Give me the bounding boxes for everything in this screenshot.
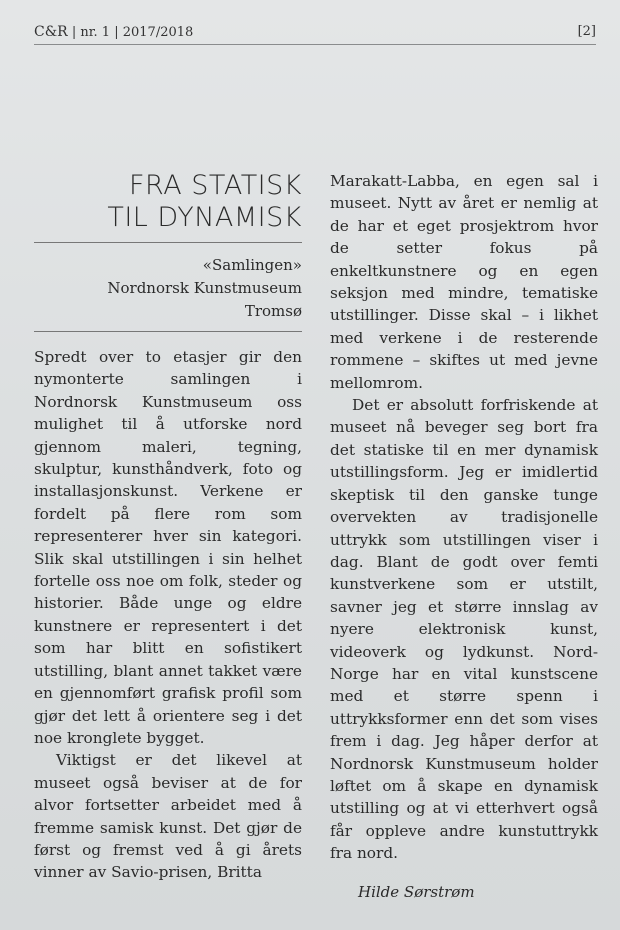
body-paragraph: Viktigst er det likevel at museet også beviser at de for alvor fortsetter arbeidet med å fremme samisk kunst. Det gjør de først og fremst ved å gi årets vinner av Savio-prisen, Britta xyxy=(34,751,302,882)
author-signature: Hilde Sørstrøm xyxy=(358,882,475,901)
title-line-1: FRA STATISK xyxy=(129,170,302,201)
body-paragraph: Spredt over to etasjer gir den nymonterte samlingen i Nordnorsk Kunstmuseum oss mulighet til å utforske nord gjennom maleri, tegning, skulptur, kunsthåndverk, foto og installasjonskunst. Verkene er fordelt på flere rom som representerer hver sin kategori. Slik skal utstillingen i sin helhet fortelle oss noe om folk, steder og historier. Både unge og eldre kunstnere er representert i det som har blitt en sofistikert utstilling, blant annet takket være en gjennomført grafisk profil som gjør det lett å orientere seg i det noe kronglete bygget. xyxy=(34,348,302,747)
left-column xyxy=(34,170,302,884)
city-name: Tromsø xyxy=(244,302,302,320)
issue-year: 2017/2018 xyxy=(122,25,194,40)
body-paragraph: Det er absolutt forfriskende at museet nå beveger seg bort fra det statiske til en mer dynamisk utstillingsform. Jeg er imidlertid skeptisk til den ganske tunge overvekten av tradisjonelle uttrykk som utstillingen viser i dag. Blant de godt over femti kunstverkene som er utstilt, savner jeg et større innslag av nyere elektronisk kunst, videoverk og lydkunst. Nord-Norge har en vital kunstscene med et større spenn i uttrykksformer enn det som vises frem i dag. Jeg håper derfor at Nordnorsk Kunstmuseum holder løftet om å skape en dynamisk utstilling og at vi etterhvert også får oppleve andre kunstuttrykk fra nord. xyxy=(330,396,598,863)
header-separator: | xyxy=(71,25,81,40)
page-number: [2] xyxy=(577,24,596,39)
title-line-2: TIL DYNAMISK xyxy=(107,202,302,233)
running-header-left xyxy=(34,24,193,40)
right-column xyxy=(330,170,598,901)
exhibition-name: «Samlingen» xyxy=(202,256,302,274)
magazine-brand: C&R xyxy=(34,24,68,40)
info-divider xyxy=(34,331,302,332)
title-divider xyxy=(34,242,302,243)
body-paragraph: Marakatt-Labba, en egen sal i museet. Nytt av året er nemlig at de har et eget prosjektrom hvor de setter fokus på enkeltkunstnere og en egen seksjon med mindre, tematiske utstillinger. Disse skal – i likhet med verkene i de resterende rommene – skiftes ut med jevne mellomrom. xyxy=(330,172,598,392)
issue-number: nr. 1 xyxy=(80,25,111,40)
museum-name: Nordnorsk Kunstmuseum xyxy=(107,279,302,297)
header-separator: | xyxy=(114,25,123,40)
review-info xyxy=(34,254,302,323)
article-title xyxy=(34,170,302,234)
running-header xyxy=(34,22,596,45)
